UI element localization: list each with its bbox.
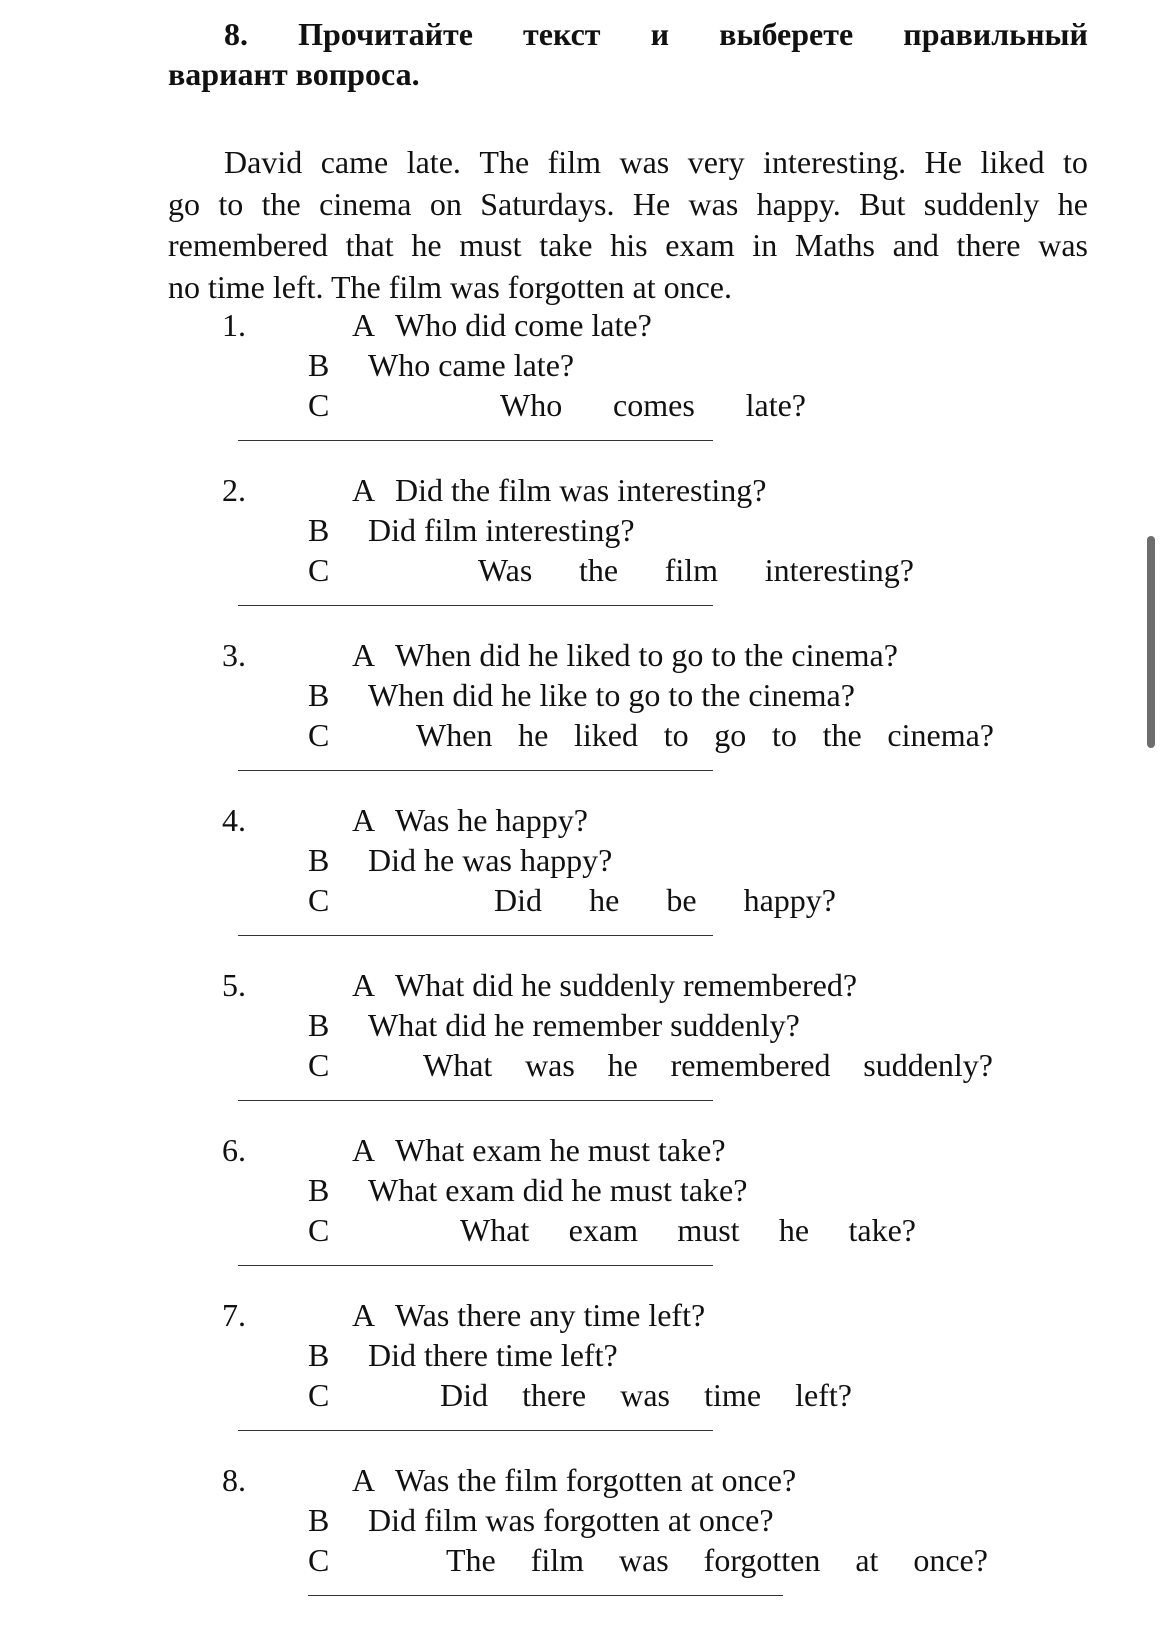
option-c-text	[478, 550, 914, 590]
option-b-letter: B	[308, 677, 330, 713]
option-c-word: exam	[568, 1212, 638, 1248]
option-c-word: comes	[613, 387, 695, 423]
task-title-line1	[168, 14, 1088, 54]
option-c-text	[446, 1540, 988, 1580]
option-a-text: What exam he must take?	[395, 1132, 726, 1168]
option-c-word: he	[778, 1212, 810, 1248]
question-number: 4.	[222, 802, 246, 838]
option-c-word: take?	[848, 1212, 916, 1248]
option-c-word: go	[714, 717, 747, 753]
text-word: that	[345, 227, 394, 263]
option-c-letter: C	[308, 1047, 330, 1083]
option-c-word: to	[772, 717, 797, 753]
text-word: David	[224, 144, 303, 180]
text-line-3	[168, 225, 1088, 267]
text-word: He	[924, 144, 962, 180]
option-c-word: What	[460, 1212, 530, 1248]
option-a-text: Was he happy?	[395, 802, 588, 838]
text-line-2	[168, 184, 1088, 226]
question-4	[0, 800, 1170, 965]
option-c-text	[416, 715, 994, 755]
text-word: film	[547, 144, 601, 180]
task-title-line2: вариант вопроса.	[168, 56, 420, 92]
option-b-text: When did he like to go to the cinema?	[368, 677, 855, 713]
answer-line	[238, 1100, 713, 1101]
question-number: 8.	[222, 1462, 246, 1498]
option-b-letter: B	[308, 512, 330, 548]
option-a-letter: A	[352, 802, 376, 838]
option-b-letter: B	[308, 1007, 330, 1043]
text-word: late.	[406, 144, 461, 180]
option-c-word: late?	[745, 387, 806, 423]
option-c-text	[500, 385, 806, 425]
question-number: 2.	[222, 472, 246, 508]
text-word: must	[459, 227, 522, 263]
question-number: 7.	[222, 1297, 246, 1333]
option-c-text	[440, 1375, 852, 1415]
option-c-word: left?	[795, 1377, 852, 1413]
question-5	[0, 965, 1170, 1130]
option-a-text: Did the film was interesting?	[395, 472, 767, 508]
text-word: the	[261, 185, 301, 222]
option-c-letter: C	[308, 717, 330, 753]
answer-line	[238, 605, 713, 606]
text-word: he	[411, 227, 442, 263]
option-a-text: Was there any time left?	[395, 1297, 706, 1333]
option-c-text	[460, 1210, 916, 1250]
text-word: he	[1057, 185, 1088, 222]
text-word: Maths	[794, 227, 875, 263]
option-c-letter: C	[308, 1212, 330, 1248]
text-word: on	[429, 185, 462, 222]
option-c-letter: C	[308, 387, 330, 423]
option-b-letter: B	[308, 1172, 330, 1208]
option-b-text: Did he was happy?	[368, 842, 613, 878]
text-word: very	[687, 144, 745, 180]
task-title	[168, 14, 1088, 94]
title-word: 8.	[224, 16, 248, 52]
question-7	[0, 1295, 1170, 1460]
option-c-word: happy?	[743, 882, 836, 918]
option-b-letter: B	[308, 347, 330, 383]
text-word: was	[619, 144, 670, 180]
title-word: выберете	[719, 16, 854, 52]
text-word: came	[320, 144, 389, 180]
question-number: 5.	[222, 967, 246, 1003]
option-c-letter: C	[308, 882, 330, 918]
option-b-text: What exam did he must take?	[368, 1172, 748, 1208]
text-word: happy.	[756, 185, 841, 222]
option-a-text: Was the film forgotten at once?	[395, 1462, 797, 1498]
text-word: his	[610, 227, 648, 263]
option-b-text: Did film was forgotten at once?	[368, 1502, 774, 1538]
option-c-word: at	[855, 1542, 879, 1578]
text-word: liked	[980, 144, 1045, 180]
question-number: 1.	[222, 307, 246, 343]
title-word: правильный	[903, 16, 1088, 52]
text-word: cinema	[319, 185, 412, 222]
text-word: to	[1062, 144, 1088, 180]
option-c-word: liked	[574, 717, 638, 753]
text-line-4	[168, 267, 1088, 309]
answer-line	[238, 770, 713, 771]
option-c-text	[494, 880, 836, 920]
question-2	[0, 470, 1170, 635]
option-c-word: Did	[440, 1377, 488, 1413]
option-c-word: suddenly?	[863, 1047, 993, 1083]
option-c-word: When	[416, 717, 493, 753]
question-1	[0, 305, 1170, 470]
option-a-letter: A	[352, 637, 376, 673]
text-word: was	[688, 185, 739, 222]
option-c-word: film	[530, 1542, 585, 1578]
option-c-word: Who	[500, 387, 563, 423]
question-3	[0, 635, 1170, 800]
option-a-text: When did he liked to go to the cinema?	[395, 637, 898, 673]
reading-text	[168, 142, 1088, 308]
option-c-word: Was	[478, 552, 533, 588]
option-c-letter: C	[308, 552, 330, 588]
option-c-word: he	[589, 882, 620, 918]
text-word: take	[539, 227, 593, 263]
option-a-letter: A	[352, 472, 376, 508]
scrollbar-thumb[interactable]	[1147, 536, 1155, 748]
text-word: interesting.	[763, 144, 907, 180]
option-c-word: cinema?	[887, 717, 994, 753]
option-c-word: was	[525, 1047, 575, 1083]
option-c-word: must	[677, 1212, 740, 1248]
option-c-word: What	[423, 1047, 493, 1083]
option-a-letter: A	[352, 1132, 376, 1168]
title-word: и	[650, 16, 670, 52]
option-c-word: The	[446, 1542, 496, 1578]
text-word: But	[859, 185, 906, 222]
option-c-word: was	[620, 1377, 670, 1413]
text-word: go	[168, 185, 200, 222]
option-c-word: forgotten	[703, 1542, 821, 1578]
answer-line	[238, 1265, 713, 1266]
option-c-word: remembered	[670, 1047, 831, 1083]
option-c-word: once?	[913, 1542, 988, 1578]
answer-line	[308, 1595, 783, 1596]
option-c-word: the	[822, 717, 862, 753]
option-c-word: was	[618, 1542, 669, 1578]
option-b-text: What did he remember suddenly?	[368, 1007, 800, 1043]
option-b-text: Who came late?	[368, 347, 575, 383]
text-word: He	[632, 185, 671, 222]
option-c-word: the	[578, 552, 619, 588]
option-c-word: film	[664, 552, 719, 588]
answer-line	[238, 935, 713, 936]
option-c-text	[423, 1045, 993, 1085]
title-word: текст	[523, 16, 601, 52]
option-b-text: Did there time left?	[368, 1337, 618, 1373]
option-a-letter: A	[352, 967, 376, 1003]
text-word: exam	[665, 227, 735, 263]
option-c-word: he	[607, 1047, 638, 1083]
option-a-letter: A	[352, 307, 376, 343]
option-c-word: time	[704, 1377, 762, 1413]
answer-line	[238, 440, 713, 441]
text-word: and	[892, 227, 939, 263]
text-word: no time left. The film was forgotten at once.	[168, 268, 732, 305]
text-word: in	[752, 227, 778, 263]
question-8	[0, 1460, 1170, 1625]
option-c-letter: C	[308, 1377, 330, 1413]
option-c-letter: C	[308, 1542, 330, 1578]
option-c-word: be	[666, 882, 697, 918]
answer-line	[238, 1430, 713, 1431]
option-c-word: to	[663, 717, 689, 753]
text-word: remembered	[168, 227, 328, 263]
option-b-text: Did film interesting?	[368, 512, 635, 548]
option-a-letter: A	[352, 1462, 376, 1498]
question-number: 3.	[222, 637, 246, 673]
text-word: was	[1038, 227, 1088, 263]
text-word: suddenly	[923, 185, 1040, 222]
option-a-letter: A	[352, 1297, 376, 1333]
option-a-text: Who did come late?	[395, 307, 652, 343]
text-word: there	[956, 227, 1021, 263]
text-word: Saturdays.	[480, 185, 615, 222]
title-word: Прочитайте	[298, 16, 473, 52]
option-c-word: he	[518, 717, 549, 753]
option-c-word: interesting?	[764, 552, 914, 588]
text-word: to	[218, 185, 244, 222]
option-c-word: Did	[494, 882, 542, 918]
option-b-letter: B	[308, 842, 330, 878]
option-b-letter: B	[308, 1502, 330, 1538]
text-line-1	[168, 142, 1088, 184]
option-c-word: there	[522, 1377, 587, 1413]
text-word: The	[479, 144, 530, 180]
question-6	[0, 1130, 1170, 1295]
option-a-text: What did he suddenly remembered?	[395, 967, 858, 1003]
option-b-letter: B	[308, 1337, 330, 1373]
question-number: 6.	[222, 1132, 246, 1168]
